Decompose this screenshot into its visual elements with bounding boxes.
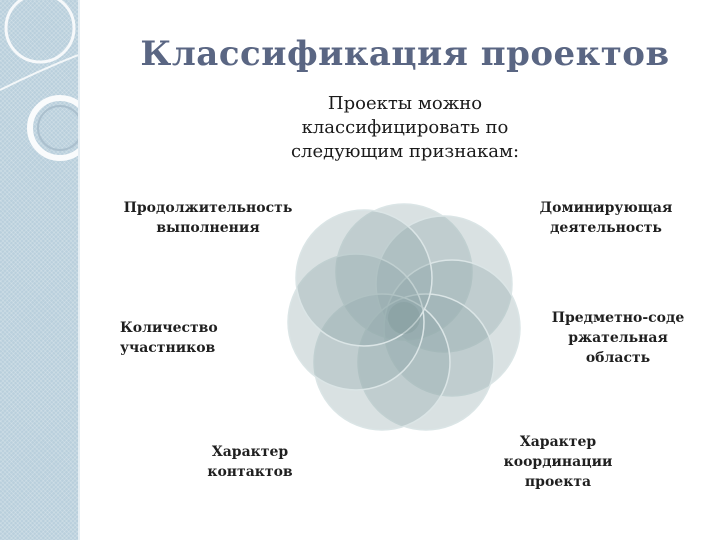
- label-line: Продолжительность: [123, 200, 293, 216]
- label-line: выполнения: [156, 220, 260, 236]
- subtitle-line: классифицировать по: [301, 117, 509, 138]
- subtitle-line: Проекты можно: [327, 93, 483, 114]
- label-line: координации: [503, 454, 613, 470]
- label-line: ржательная: [568, 330, 668, 346]
- label-participants: [120, 318, 260, 358]
- label-line: Предметно-соде: [551, 310, 685, 326]
- label-line: участников: [120, 340, 216, 356]
- subtitle-line: следующим признакам:: [290, 141, 520, 162]
- label-line: Количество: [120, 320, 218, 336]
- petal-center: [388, 302, 420, 334]
- label-subject: [528, 308, 708, 368]
- label-contacts: [180, 442, 320, 482]
- label-coordination: [478, 432, 638, 492]
- label-activity: [506, 198, 706, 238]
- label-line: Доминирующая: [539, 200, 673, 216]
- label-line: проекта: [524, 474, 592, 490]
- label-line: Характер: [519, 434, 597, 450]
- label-line: контактов: [207, 464, 293, 480]
- label-line: область: [585, 350, 651, 366]
- label-duration: [98, 198, 318, 238]
- label-line: Характер: [211, 444, 289, 460]
- label-line: деятельность: [550, 220, 662, 236]
- slide-title: Классификация проектов: [140, 34, 670, 74]
